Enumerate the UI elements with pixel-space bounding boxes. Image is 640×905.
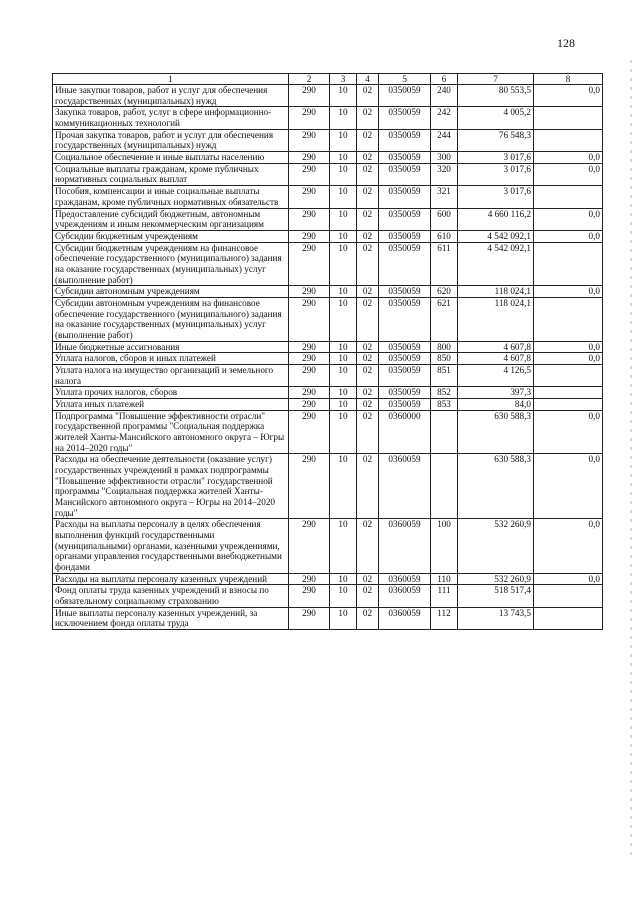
cell-ministry: 290: [289, 297, 330, 341]
cell-amount-2: [534, 387, 603, 399]
cell-expense-type: 110: [431, 573, 458, 585]
cell-ministry: 290: [289, 364, 330, 386]
table-row: [53, 607, 603, 629]
cell-amount: 532 260,9: [458, 573, 534, 585]
cell-ministry: 290: [289, 129, 330, 151]
cell-amount-2: [534, 364, 603, 386]
table-row: [53, 297, 603, 341]
cell-amount-2: [534, 186, 603, 208]
cell-section: 10: [330, 286, 357, 298]
cell-subsection: 02: [357, 341, 379, 353]
header-cell-amount-2: 8: [534, 74, 603, 85]
cell-amount: 4 126,5: [458, 364, 534, 386]
cell-name: Расходы на обеспечение деятельности (оказание услуг) государственных учреждений в рамках подпрограммы "Повышение эффективности отрасли" государственной программы "Социальная поддержка жителей Ханты-Мансийского автономного округа – Югры на 2014–2020 годы": [53, 454, 289, 519]
cell-ministry: 290: [289, 85, 330, 107]
cell-subsection: 02: [357, 364, 379, 386]
cell-amount: 4 542 092,1: [458, 242, 534, 286]
cell-subsection: 02: [357, 398, 379, 410]
cell-ministry: 290: [289, 519, 330, 573]
cell-ministry: 290: [289, 607, 330, 629]
cell-target-article: 0350059: [379, 341, 431, 353]
table-row: [53, 85, 603, 107]
cell-target-article: 0360059: [379, 519, 431, 573]
cell-amount-2: 0,0: [534, 410, 603, 454]
cell-target-article: 0350059: [379, 152, 431, 164]
cell-name: Расходы на выплаты персоналу в целях обеспечения выполнения функций государственными (муниципальными) органами, казенными учреждениями, органами управления государственными внебюджетными фондами: [53, 519, 289, 573]
header-cell-target-article: 5: [379, 74, 431, 85]
cell-amount: 118 024,1: [458, 286, 534, 298]
cell-name: Уплата налогов, сборов и иных платежей: [53, 353, 289, 365]
cell-section: 10: [330, 353, 357, 365]
cell-ministry: 290: [289, 152, 330, 164]
cell-subsection: 02: [357, 186, 379, 208]
cell-name: Субсидии автономным учреждениям: [53, 286, 289, 298]
table-row: [53, 230, 603, 242]
cell-amount: 4 607,8: [458, 353, 534, 365]
cell-ministry: 290: [289, 230, 330, 242]
cell-amount-2: [534, 107, 603, 129]
cell-expense-type: 850: [431, 353, 458, 365]
cell-subsection: 02: [357, 242, 379, 286]
cell-ministry: 290: [289, 186, 330, 208]
cell-section: 10: [330, 341, 357, 353]
cell-subsection: 02: [357, 353, 379, 365]
cell-name: Социальное обеспечение и иные выплаты населению: [53, 152, 289, 164]
cell-name: Субсидии бюджетным учреждениям: [53, 230, 289, 242]
cell-amount: 518 517,4: [458, 585, 534, 607]
cell-amount: 532 260,9: [458, 519, 534, 573]
cell-subsection: 02: [357, 454, 379, 519]
cell-name: Иные выплаты персоналу казенных учреждений, за исключением фонда оплаты труда: [53, 607, 289, 629]
cell-expense-type: 320: [431, 163, 458, 185]
cell-section: 10: [330, 607, 357, 629]
cell-amount-2: 0,0: [534, 454, 603, 519]
cell-amount-2: [534, 242, 603, 286]
cell-amount-2: 0,0: [534, 152, 603, 164]
cell-section: 10: [330, 242, 357, 286]
cell-expense-type: 610: [431, 230, 458, 242]
cell-amount-2: 0,0: [534, 85, 603, 107]
cell-amount: 4 607,8: [458, 341, 534, 353]
cell-amount: 630 588,3: [458, 454, 534, 519]
table-row: [53, 410, 603, 454]
cell-subsection: 02: [357, 519, 379, 573]
cell-name: Расходы на выплаты персоналу казенных учреждений: [53, 573, 289, 585]
cell-section: 10: [330, 230, 357, 242]
table-row: [53, 364, 603, 386]
cell-amount-2: 0,0: [534, 341, 603, 353]
cell-name: Иные бюджетные ассигнования: [53, 341, 289, 353]
cell-name: Иные закупки товаров, работ и услуг для обеспечения государственных (муниципальных) нужд: [53, 85, 289, 107]
cell-ministry: 290: [289, 454, 330, 519]
cell-amount-2: 0,0: [534, 208, 603, 230]
cell-name: Прочая закупка товаров, работ и услуг для обеспечения государственных (муниципальных) нужд: [53, 129, 289, 151]
cell-amount-2: 0,0: [534, 519, 603, 573]
cell-target-article: 0360059: [379, 573, 431, 585]
cell-section: 10: [330, 519, 357, 573]
cell-target-article: 0350059: [379, 186, 431, 208]
cell-subsection: 02: [357, 286, 379, 298]
table-row: [53, 208, 603, 230]
cell-target-article: 0350059: [379, 107, 431, 129]
cell-target-article: 0350059: [379, 129, 431, 151]
cell-name: Предоставление субсидий бюджетным, автономным учреждениям и иным некоммерческим организациям: [53, 208, 289, 230]
table-row: [53, 341, 603, 353]
cell-amount: 3 017,6: [458, 163, 534, 185]
cell-name: Уплата иных платежей: [53, 398, 289, 410]
table-row: [53, 163, 603, 185]
cell-amount-2: [534, 607, 603, 629]
table-row: [53, 242, 603, 286]
cell-expense-type: 100: [431, 519, 458, 573]
cell-target-article: 0350059: [379, 398, 431, 410]
cell-amount: 76 548,3: [458, 129, 534, 151]
table-row: [53, 519, 603, 573]
cell-name: Подпрограмма "Повышение эффективности отрасли" государственной программы "Социальная поддержка жителей Ханты-Мансийского автономного округа – Югры на 2014–2020 годы": [53, 410, 289, 454]
cell-name: Закупка товаров, работ, услуг в сфере информационно-коммуникационных технологий: [53, 107, 289, 129]
table-row: [53, 186, 603, 208]
cell-target-article: 0350059: [379, 297, 431, 341]
cell-amount: 630 588,3: [458, 410, 534, 454]
cell-subsection: 02: [357, 107, 379, 129]
cell-section: 10: [330, 129, 357, 151]
cell-amount-2: [534, 585, 603, 607]
cell-section: 10: [330, 186, 357, 208]
cell-amount-2: [534, 297, 603, 341]
cell-amount-2: 0,0: [534, 230, 603, 242]
header-cell-section: 3: [330, 74, 357, 85]
table-row: [53, 129, 603, 151]
header-cell-subsection: 4: [357, 74, 379, 85]
cell-subsection: 02: [357, 152, 379, 164]
header-cell-name: 1: [53, 74, 289, 85]
page-number: 128: [557, 36, 575, 50]
cell-name: Субсидии автономным учреждениям на финансовое обеспечение государственного (муниципального) задания на оказание государственных (муниципальных) услуг (выполнение работ): [53, 297, 289, 341]
cell-target-article: 0350059: [379, 286, 431, 298]
cell-amount: 80 553,5: [458, 85, 534, 107]
cell-target-article: 0350059: [379, 85, 431, 107]
cell-section: 10: [330, 398, 357, 410]
cell-target-article: 0360000: [379, 410, 431, 454]
cell-target-article: 0350059: [379, 364, 431, 386]
cell-target-article: 0360059: [379, 454, 431, 519]
cell-target-article: 0350059: [379, 163, 431, 185]
cell-expense-type: 851: [431, 364, 458, 386]
cell-expense-type: 620: [431, 286, 458, 298]
cell-amount-2: 0,0: [534, 353, 603, 365]
cell-ministry: 290: [289, 163, 330, 185]
cell-amount-2: 0,0: [534, 286, 603, 298]
table-row: [53, 107, 603, 129]
scan-edge-marks: [630, 60, 632, 860]
cell-expense-type: 300: [431, 152, 458, 164]
cell-expense-type: 852: [431, 387, 458, 399]
cell-ministry: 290: [289, 573, 330, 585]
cell-expense-type: 600: [431, 208, 458, 230]
cell-section: 10: [330, 208, 357, 230]
cell-ministry: 290: [289, 242, 330, 286]
header-cell-expense-type: 6: [431, 74, 458, 85]
cell-section: 10: [330, 454, 357, 519]
cell-expense-type: 240: [431, 85, 458, 107]
cell-subsection: 02: [357, 208, 379, 230]
cell-subsection: 02: [357, 129, 379, 151]
cell-expense-type: [431, 454, 458, 519]
table-row: [53, 585, 603, 607]
cell-section: 10: [330, 297, 357, 341]
cell-amount: 3 017,6: [458, 152, 534, 164]
table-row: [53, 454, 603, 519]
cell-expense-type: 611: [431, 242, 458, 286]
cell-target-article: 0360059: [379, 607, 431, 629]
cell-amount-2: 0,0: [534, 573, 603, 585]
cell-section: 10: [330, 387, 357, 399]
table-row: [53, 353, 603, 365]
cell-expense-type: 242: [431, 107, 458, 129]
cell-expense-type: 853: [431, 398, 458, 410]
table-row: [53, 573, 603, 585]
table-row: [53, 286, 603, 298]
cell-section: 10: [330, 364, 357, 386]
cell-ministry: 290: [289, 107, 330, 129]
cell-expense-type: 800: [431, 341, 458, 353]
cell-amount: 84,0: [458, 398, 534, 410]
cell-amount-2: [534, 129, 603, 151]
table-row: [53, 152, 603, 164]
cell-amount-2: 0,0: [534, 163, 603, 185]
cell-expense-type: [431, 410, 458, 454]
cell-name: Пособия, компенсации и иные социальные выплаты гражданам, кроме публичных нормативных обязательств: [53, 186, 289, 208]
cell-ministry: 290: [289, 387, 330, 399]
cell-target-article: 0350059: [379, 208, 431, 230]
cell-expense-type: 244: [431, 129, 458, 151]
cell-name: Фонд оплаты труда казенных учреждений и взносы по обязательному социальному страхованию: [53, 585, 289, 607]
cell-name: Социальные выплаты гражданам, кроме публичных нормативных социальных выплат: [53, 163, 289, 185]
cell-amount: 4 005,2: [458, 107, 534, 129]
cell-subsection: 02: [357, 230, 379, 242]
cell-section: 10: [330, 585, 357, 607]
cell-ministry: 290: [289, 585, 330, 607]
cell-amount: 4 542 092,1: [458, 230, 534, 242]
cell-name: Субсидии бюджетным учреждениям на финансовое обеспечение государственного (муниципального) задания на оказание государственных (муниципальных) услуг (выполнение работ): [53, 242, 289, 286]
table-body: [53, 85, 603, 630]
budget-table: [52, 73, 603, 630]
cell-subsection: 02: [357, 410, 379, 454]
cell-target-article: 0350059: [379, 230, 431, 242]
cell-target-article: 0350059: [379, 353, 431, 365]
cell-expense-type: 621: [431, 297, 458, 341]
cell-target-article: 0360059: [379, 585, 431, 607]
cell-ministry: 290: [289, 286, 330, 298]
cell-section: 10: [330, 152, 357, 164]
cell-amount: 13 743,5: [458, 607, 534, 629]
header-cell-ministry: 2: [289, 74, 330, 85]
cell-section: 10: [330, 410, 357, 454]
cell-target-article: 0350059: [379, 387, 431, 399]
cell-subsection: 02: [357, 573, 379, 585]
cell-ministry: 290: [289, 410, 330, 454]
cell-section: 10: [330, 85, 357, 107]
cell-amount: 3 017,6: [458, 186, 534, 208]
cell-subsection: 02: [357, 585, 379, 607]
cell-target-article: 0350059: [379, 242, 431, 286]
cell-ministry: 290: [289, 341, 330, 353]
cell-amount: 4 660 116,2: [458, 208, 534, 230]
cell-section: 10: [330, 163, 357, 185]
table-header-row: [53, 74, 603, 85]
cell-section: 10: [330, 573, 357, 585]
cell-name: Уплата налога на имущество организаций и земельного налога: [53, 364, 289, 386]
cell-amount-2: [534, 398, 603, 410]
cell-ministry: 290: [289, 353, 330, 365]
cell-subsection: 02: [357, 607, 379, 629]
cell-ministry: 290: [289, 398, 330, 410]
cell-subsection: 02: [357, 387, 379, 399]
table-row: [53, 387, 603, 399]
cell-ministry: 290: [289, 208, 330, 230]
cell-amount: 118 024,1: [458, 297, 534, 341]
cell-expense-type: 111: [431, 585, 458, 607]
cell-section: 10: [330, 107, 357, 129]
header-cell-amount: 7: [458, 74, 534, 85]
cell-subsection: 02: [357, 297, 379, 341]
cell-expense-type: 321: [431, 186, 458, 208]
cell-amount: 397,3: [458, 387, 534, 399]
table-row: [53, 398, 603, 410]
cell-subsection: 02: [357, 85, 379, 107]
cell-name: Уплата прочих налогов, сборов: [53, 387, 289, 399]
cell-subsection: 02: [357, 163, 379, 185]
cell-expense-type: 112: [431, 607, 458, 629]
